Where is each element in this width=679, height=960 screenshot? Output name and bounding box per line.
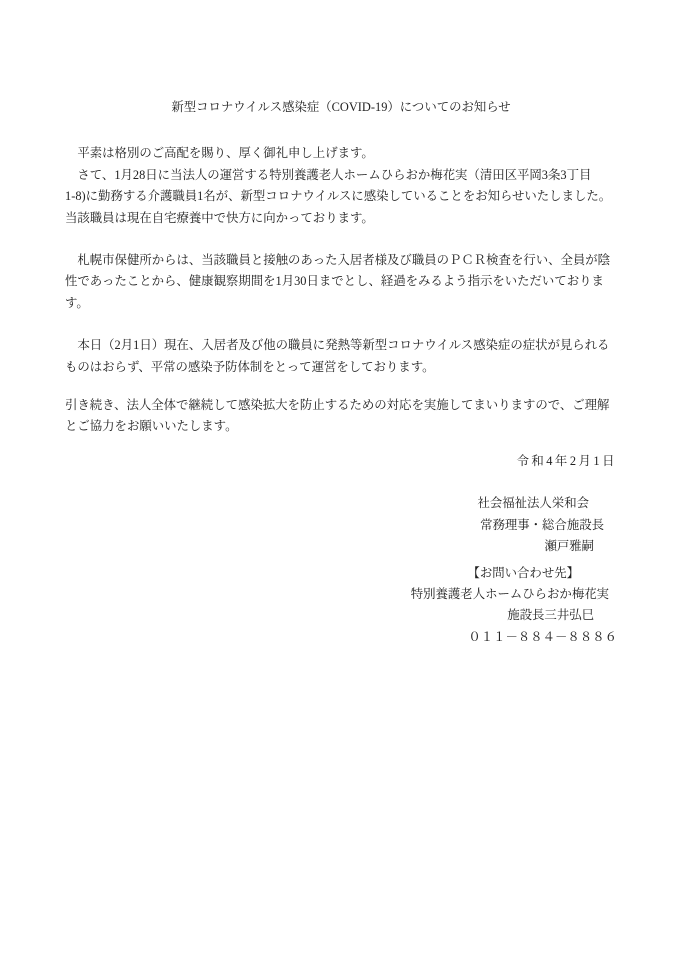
letter-title: 新型コロナウイルス感染症（COVID-19）についてのお知らせ (171, 100, 511, 114)
paragraph-health-center (65, 250, 617, 314)
signature-block (65, 493, 617, 557)
contact-heading: 【お問い合わせ先】 (467, 565, 579, 580)
body-text-line: す。 (65, 295, 89, 310)
body-text-line: 本日（2月1日）現在、入居者及び他の職員に発熱等新型コロナウイルス感染症の症状が見られる (65, 338, 610, 353)
body-text-line: さて、1月28日に当法人の運営する特別養護老人ホームひらおか梅花実（清田区平岡3条3丁目 (65, 167, 592, 182)
contact-block (65, 563, 617, 649)
paragraph-greeting-and-notice (65, 143, 617, 229)
contact-director-name: 施設長三井弘巳 (507, 608, 594, 623)
body-text-line: 1-8)に勤務する介護職員1名が、新型コロナウイルスに感染していることをお知らせいたしました。 (65, 189, 612, 204)
body-text-line: 性であったことから、健康観察期間を1月30日までとし、経過をみるよう指示をいただいておりま (65, 274, 604, 289)
body-text-line: ものはおらず、平常の感染予防体制をとって運営をしております。 (65, 359, 435, 374)
date-block (65, 451, 617, 472)
signature-name: 瀬戸雅嗣 (544, 539, 594, 554)
contact-phone-number: ０１１－８８４－８８８６ (468, 629, 617, 644)
letter-content (65, 97, 617, 648)
body-text-line: 平素は格別のご高配を賜り、厚く御礼申し上げます。 (65, 146, 374, 161)
body-text-line: 当該職員は現在自宅療養中で快方に向かっております。 (65, 210, 374, 225)
body-text-line: 引き続き、法人全体で継続して感染拡大を防止するための対応を実施してまいりますので、ご理解 (65, 398, 610, 413)
contact-facility-name: 特別養護老人ホームひらおか梅花実 (410, 586, 609, 601)
paragraph-current-status (65, 335, 617, 378)
body-text-line: 札幌市保健所からは、当該職員と接触のあった入居者様及び職員のＰＣＲ検査を行い、全員が陰 (65, 253, 611, 268)
signature-position: 常務理事・総合施設長 (480, 517, 604, 532)
signature-organization: 社会福祉法人栄和会 (477, 496, 589, 511)
paragraph-closing (65, 395, 617, 438)
body-text-line: とご協力をお願いいたします。 (65, 419, 238, 434)
date-line: 令和4年2月1日 (516, 453, 617, 468)
